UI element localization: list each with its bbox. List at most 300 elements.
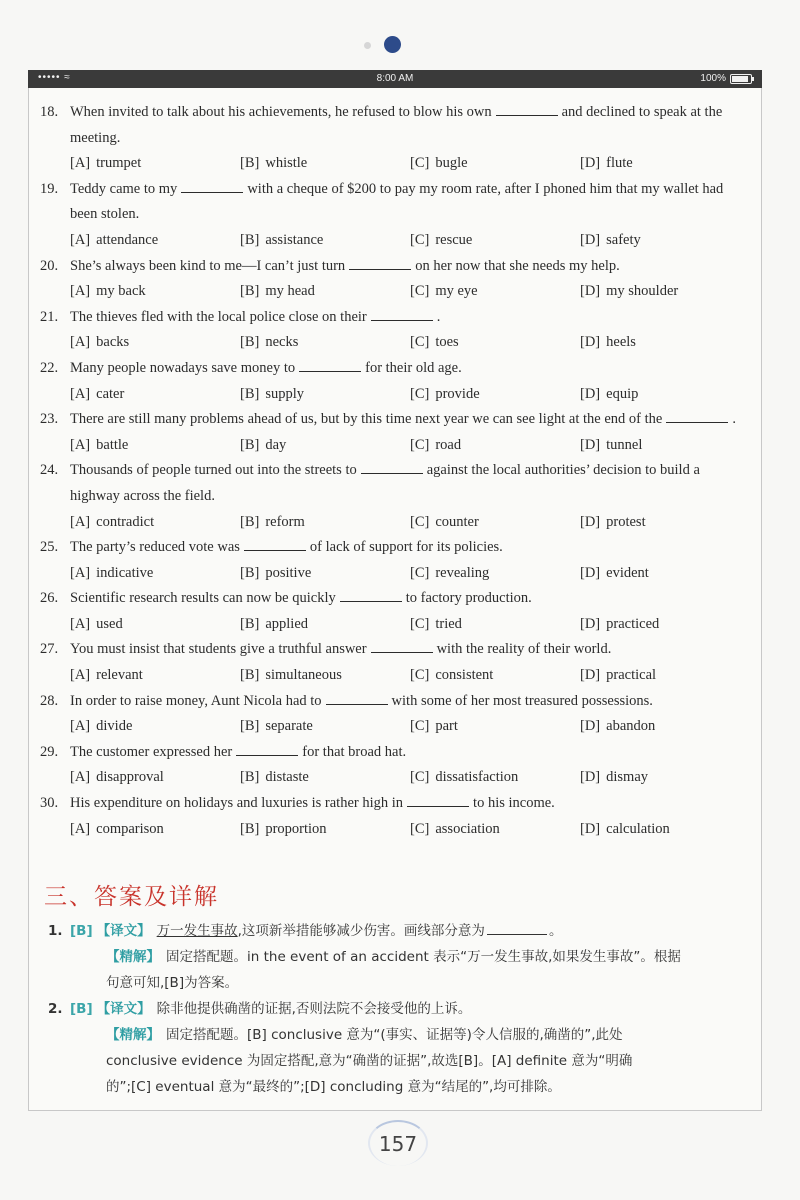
option-letter: [C]	[410, 820, 430, 837]
option-text: indicative	[96, 564, 154, 581]
translation-text: 除非他提供确凿的证据,否则法院不会接受他的上诉。	[156, 1001, 472, 1017]
option-letter: [A]	[70, 334, 91, 351]
answer-option[interactable]	[410, 612, 580, 638]
option-letter: [C]	[410, 334, 430, 351]
translation-end: 。	[548, 923, 563, 939]
option-letter: [D]	[580, 436, 601, 453]
option-letter: [A]	[70, 769, 91, 786]
option-letter: [A]	[70, 231, 91, 248]
option-letter: [B]	[240, 513, 260, 530]
question-text-part: with the reality of their world.	[436, 641, 612, 658]
question-text-part: Scientific research results can now be quickly	[70, 590, 336, 607]
option-letter: [A]	[70, 155, 91, 172]
option-letter: [B]	[240, 820, 260, 837]
question-stem	[40, 356, 750, 382]
option-row	[40, 714, 750, 740]
answer-option[interactable]	[70, 382, 240, 408]
answer-option[interactable]	[580, 714, 750, 740]
question-stem	[40, 458, 750, 509]
question-text-part: Teddy came to my	[70, 180, 178, 197]
option-text: my head	[265, 283, 315, 300]
option-row	[40, 561, 750, 587]
explanation-tag: 【精解】	[106, 1027, 160, 1043]
option-letter: [D]	[580, 385, 601, 402]
option-text: practical	[606, 667, 657, 684]
question-item	[40, 689, 750, 740]
option-text: backs	[96, 334, 130, 351]
signal-icon: ••••• ≈	[38, 72, 71, 83]
explanation-text: 固定搭配题。[B] conclusive 意为“(事实、证据等)令人信服的,确凿的”,此处	[166, 1027, 623, 1043]
answer-option[interactable]	[240, 663, 410, 689]
question-text	[70, 586, 750, 612]
question-item	[40, 791, 750, 842]
question-text-part: on her now that she needs my help.	[415, 257, 620, 274]
question-stem	[40, 177, 750, 228]
answer-option[interactable]	[70, 151, 240, 177]
question-number: 24.	[40, 462, 59, 479]
question-text-part: with a cheque of $200 to pay my room rate, after I phoned him that my wallet had been stolen.	[70, 180, 724, 223]
answer-option[interactable]	[70, 817, 240, 843]
option-letter: [C]	[410, 564, 430, 581]
answer-item	[48, 996, 753, 1022]
option-text: used	[96, 615, 123, 632]
answer-blank	[496, 101, 558, 116]
question-number: 29.	[40, 743, 59, 760]
question-number: 23.	[40, 411, 59, 428]
answer-option[interactable]	[240, 382, 410, 408]
question-item	[40, 100, 750, 177]
option-text: rescue	[435, 231, 473, 248]
option-text: tried	[435, 615, 462, 632]
question-text-part: There are still many problems ahead of us, but by this time next year we can see light at the end of the	[70, 411, 663, 428]
option-text: contradict	[96, 513, 155, 530]
question-stem	[40, 407, 750, 433]
translation-tag: 【译文】	[96, 923, 151, 939]
answer-key: [B]	[70, 923, 93, 939]
question-text-part: The customer expressed her	[70, 743, 233, 760]
answer-option[interactable]	[410, 228, 580, 254]
answer-option[interactable]	[240, 561, 410, 587]
answer-option[interactable]	[70, 561, 240, 587]
question-text-part: and declined to speak at the meeting.	[70, 104, 723, 146]
answer-option[interactable]	[580, 817, 750, 843]
question-text-part: She’s always been kind to me—I can’t just turn	[70, 257, 346, 274]
answer-blank	[371, 306, 433, 321]
option-letter: [C]	[410, 155, 430, 172]
question-stem	[40, 791, 750, 817]
page-dot-active[interactable]	[384, 36, 401, 53]
option-text: counter	[435, 513, 479, 530]
question-number: 18.	[40, 104, 59, 120]
option-letter: [B]	[240, 615, 260, 632]
status-time: 8:00 AM	[376, 73, 414, 84]
option-letter: [D]	[580, 615, 601, 632]
option-row	[40, 663, 750, 689]
question-stem	[40, 535, 750, 561]
answer-number: 2.	[48, 1001, 63, 1017]
option-letter: [B]	[240, 155, 260, 172]
option-text: supply	[265, 385, 305, 402]
answer-option[interactable]	[580, 330, 750, 356]
answer-option[interactable]	[580, 765, 750, 791]
option-text: part	[435, 718, 458, 735]
option-text: reform	[265, 513, 305, 530]
option-letter: [B]	[240, 667, 260, 684]
option-text: toes	[435, 334, 459, 351]
option-row	[40, 330, 750, 356]
option-text: calculation	[606, 820, 670, 837]
option-letter: [D]	[580, 155, 601, 172]
option-row	[40, 765, 750, 791]
answer-option[interactable]	[70, 765, 240, 791]
question-text-part: Many people nowadays save money to	[70, 359, 296, 376]
question-stem	[40, 100, 750, 151]
answer-blank	[666, 408, 728, 423]
option-text: cater	[96, 385, 125, 402]
question-text	[70, 458, 750, 509]
option-letter: [B]	[240, 283, 260, 300]
question-item	[40, 254, 750, 305]
question-number: 25.	[40, 539, 59, 556]
question-text-part: When invited to talk about his achievements, he refused to blow his own	[70, 104, 492, 120]
question-text	[70, 689, 750, 715]
option-text: trumpet	[96, 155, 142, 172]
answer-blank	[349, 255, 411, 270]
answer-blank	[236, 741, 298, 756]
question-number: 20.	[40, 257, 59, 274]
answer-blank	[244, 536, 306, 551]
answer-option[interactable]	[410, 279, 580, 305]
option-text: necks	[265, 334, 299, 351]
explanation-text: 固定搭配题。in the event of an accident 表示“万一发生事故,如果发生事故”。根据	[166, 949, 681, 965]
option-letter: [A]	[70, 385, 91, 402]
question-text-part: for that broad hat.	[302, 743, 407, 760]
question-number: 27.	[40, 641, 59, 658]
option-text: day	[265, 436, 287, 453]
option-text: disapproval	[96, 769, 164, 786]
section-title: 三、答案及详解	[44, 884, 219, 910]
answer-blank	[487, 922, 547, 935]
answer-option[interactable]	[580, 382, 750, 408]
option-letter: [D]	[580, 564, 601, 581]
option-text: safety	[606, 231, 641, 248]
question-text	[70, 254, 750, 280]
question-text-part: with some of her most treasured possessions.	[391, 692, 653, 709]
option-letter: [B]	[240, 564, 260, 581]
answer-option[interactable]	[580, 433, 750, 459]
option-text: comparison	[96, 820, 164, 837]
option-text: applied	[265, 615, 309, 632]
option-letter: [A]	[70, 667, 91, 684]
answer-option[interactable]	[410, 151, 580, 177]
option-letter: [B]	[240, 769, 260, 786]
page-number: 157	[378, 1132, 418, 1156]
answer-blank	[340, 587, 402, 602]
question-item	[40, 177, 750, 254]
answer-option[interactable]	[240, 817, 410, 843]
question-text-part: The party’s reduced vote was	[70, 539, 240, 556]
question-stem	[40, 305, 750, 331]
question-text	[70, 305, 750, 331]
question-item	[40, 356, 750, 407]
option-row	[40, 382, 750, 408]
option-text: equip	[606, 385, 639, 402]
question-item	[40, 458, 750, 535]
explanation-text: conclusive evidence 为固定搭配,意为“确凿的证据”,故选[B]。[A] definite 意为“明确	[106, 1053, 633, 1069]
option-row	[40, 612, 750, 638]
question-list	[40, 100, 750, 842]
option-row	[40, 279, 750, 305]
answer-option[interactable]	[70, 279, 240, 305]
answer-option[interactable]	[70, 714, 240, 740]
option-text: tunnel	[606, 436, 643, 453]
answer-blank	[181, 178, 243, 193]
answer-option[interactable]	[580, 151, 750, 177]
answer-option[interactable]	[580, 228, 750, 254]
translation-text: ,这项新举措能够减少伤害。画线部分意为	[237, 923, 485, 939]
option-text: dissatisfaction	[435, 769, 519, 786]
answer-option[interactable]	[70, 433, 240, 459]
option-row	[40, 817, 750, 843]
answer-option[interactable]	[580, 663, 750, 689]
option-text: consistent	[435, 667, 494, 684]
question-text-part: to factory production.	[405, 590, 532, 607]
page-dot-inactive[interactable]	[364, 42, 371, 49]
question-text	[70, 535, 750, 561]
option-letter: [C]	[410, 615, 430, 632]
option-letter: [C]	[410, 718, 430, 735]
answer-option[interactable]	[240, 714, 410, 740]
option-text: abandon	[606, 718, 656, 735]
answer-option[interactable]	[70, 663, 240, 689]
explanation-line	[48, 944, 753, 970]
question-text-part: Thousands of people turned out into the streets to	[70, 462, 357, 479]
option-text: whistle	[265, 155, 308, 172]
option-text: provide	[435, 385, 480, 402]
option-text: bugle	[435, 155, 468, 172]
option-letter: [A]	[70, 718, 91, 735]
battery-percent: 100%	[700, 73, 726, 84]
question-stem	[40, 586, 750, 612]
option-text: protest	[606, 513, 646, 530]
option-letter: [B]	[240, 436, 260, 453]
question-text	[70, 791, 750, 817]
question-text-part: for their old age.	[365, 359, 462, 376]
option-text: relevant	[96, 667, 143, 684]
answer-blank	[299, 357, 361, 372]
option-text: revealing	[435, 564, 490, 581]
explanation-text: 句意可知,[B]为答案。	[106, 975, 239, 991]
option-text: proportion	[265, 820, 327, 837]
explanation-text: 的”;[C] eventual 意为“最终的”;[D] concluding 意为“结尾的”,均可排除。	[106, 1079, 561, 1095]
answer-option[interactable]	[240, 612, 410, 638]
question-item	[40, 407, 750, 458]
option-letter: [C]	[410, 667, 430, 684]
answer-option[interactable]	[70, 612, 240, 638]
option-letter: [D]	[580, 283, 601, 300]
explanation-line	[48, 970, 753, 996]
explanation-line	[48, 1048, 753, 1074]
answer-option[interactable]	[240, 151, 410, 177]
answer-option[interactable]	[410, 382, 580, 408]
battery-icon	[730, 74, 752, 84]
option-text: evident	[606, 564, 649, 581]
answer-blank	[407, 792, 469, 807]
question-text	[70, 740, 750, 766]
option-text: my back	[96, 283, 146, 300]
option-letter: [A]	[70, 513, 91, 530]
option-letter: [A]	[70, 564, 91, 581]
question-stem	[40, 689, 750, 715]
option-letter: [B]	[240, 385, 260, 402]
answer-option[interactable]	[410, 433, 580, 459]
option-row	[40, 510, 750, 536]
answer-item	[48, 918, 753, 944]
option-text: separate	[265, 718, 313, 735]
option-text: attendance	[96, 231, 159, 248]
question-text-part: against the local authorities’ decision to build a highway across the field.	[70, 462, 700, 504]
answer-option[interactable]	[240, 228, 410, 254]
answer-option[interactable]	[240, 330, 410, 356]
answer-option[interactable]	[410, 510, 580, 536]
question-item	[40, 637, 750, 688]
option-row	[40, 228, 750, 254]
option-text: association	[435, 820, 500, 837]
option-text: positive	[265, 564, 312, 581]
question-number: 22.	[40, 359, 59, 376]
option-letter: [C]	[410, 385, 430, 402]
explanation-line	[48, 1074, 753, 1100]
question-text	[70, 407, 750, 433]
answer-list	[48, 918, 753, 1100]
page-number-badge	[368, 1120, 428, 1168]
answer-option[interactable]	[410, 663, 580, 689]
option-row	[40, 151, 750, 177]
answer-blank	[371, 638, 433, 653]
page-indicator	[360, 36, 420, 56]
answer-option[interactable]	[580, 612, 750, 638]
option-text: battle	[96, 436, 129, 453]
question-item	[40, 535, 750, 586]
explanation-line	[48, 1022, 753, 1048]
answer-translation	[70, 918, 562, 944]
option-letter: [A]	[70, 820, 91, 837]
question-stem	[40, 637, 750, 663]
question-text-part: of lack of support for its policies.	[309, 539, 503, 556]
option-letter: [C]	[410, 769, 430, 786]
answer-blank	[361, 459, 423, 474]
translation-tag: 【译文】	[96, 1001, 151, 1017]
answer-blank	[326, 690, 388, 705]
option-letter: [D]	[580, 231, 601, 248]
answer-option[interactable]	[410, 561, 580, 587]
option-text: simultaneous	[265, 667, 342, 684]
option-text: heels	[606, 334, 636, 351]
answer-option[interactable]	[410, 714, 580, 740]
option-text: my eye	[435, 283, 478, 300]
question-number: 26.	[40, 590, 59, 607]
option-text: divide	[96, 718, 133, 735]
question-text	[70, 100, 750, 151]
answer-option[interactable]	[70, 510, 240, 536]
option-letter: [C]	[410, 283, 430, 300]
answer-option[interactable]	[410, 330, 580, 356]
answer-option[interactable]	[410, 765, 580, 791]
answer-option[interactable]	[410, 817, 580, 843]
option-letter: [D]	[580, 769, 601, 786]
question-item	[40, 586, 750, 637]
question-text-part: The thieves fled with the local police close on their	[70, 308, 367, 325]
question-number: 19.	[40, 180, 59, 197]
answer-number: 1.	[48, 923, 63, 939]
question-stem	[40, 740, 750, 766]
option-letter: [B]	[240, 231, 260, 248]
option-letter: [B]	[240, 718, 260, 735]
option-letter: [D]	[580, 667, 601, 684]
answer-option[interactable]	[70, 330, 240, 356]
answer-option[interactable]	[580, 561, 750, 587]
option-text: flute	[606, 155, 633, 172]
underlined-phrase: 万一发生事故	[156, 923, 238, 939]
question-text-part: .	[732, 411, 736, 428]
answer-option[interactable]	[240, 510, 410, 536]
option-letter: [C]	[410, 231, 430, 248]
question-stem	[40, 254, 750, 280]
answer-option[interactable]	[240, 765, 410, 791]
option-letter: [D]	[580, 513, 601, 530]
question-number: 28.	[40, 692, 59, 709]
option-letter: [C]	[410, 513, 430, 530]
option-letter: [D]	[580, 334, 601, 351]
explanation-tag: 【精解】	[106, 949, 160, 965]
option-letter: [B]	[240, 334, 260, 351]
answer-option[interactable]	[240, 433, 410, 459]
question-text-part: In order to raise money, Aunt Nicola had to	[70, 692, 322, 709]
option-letter: [D]	[580, 718, 601, 735]
option-text: distaste	[265, 769, 309, 786]
question-text	[70, 177, 750, 228]
question-text	[70, 637, 750, 663]
answer-option[interactable]	[70, 228, 240, 254]
option-text: dismay	[606, 769, 649, 786]
option-text: assistance	[265, 231, 324, 248]
answer-translation	[70, 996, 471, 1022]
option-letter: [D]	[580, 820, 601, 837]
question-text-part: You must insist that students give a truthful answer	[70, 641, 367, 658]
question-text-part: .	[436, 308, 441, 325]
answer-option[interactable]	[580, 279, 750, 305]
question-number: 30.	[40, 795, 59, 812]
option-text: practiced	[606, 615, 660, 632]
status-bar	[28, 70, 762, 88]
option-text: my shoulder	[606, 283, 679, 300]
answer-key: [B]	[70, 1001, 93, 1017]
question-text	[70, 356, 750, 382]
option-row	[40, 433, 750, 459]
option-letter: [A]	[70, 615, 91, 632]
battery-status	[700, 73, 752, 84]
question-text-part: to his income.	[473, 795, 555, 812]
question-item	[40, 305, 750, 356]
question-number: 21.	[40, 308, 59, 325]
option-letter: [C]	[410, 436, 430, 453]
answer-option[interactable]	[580, 510, 750, 536]
answer-option[interactable]	[240, 279, 410, 305]
option-text: road	[435, 436, 462, 453]
option-letter: [A]	[70, 436, 91, 453]
question-item	[40, 740, 750, 791]
option-letter: [A]	[70, 283, 91, 300]
